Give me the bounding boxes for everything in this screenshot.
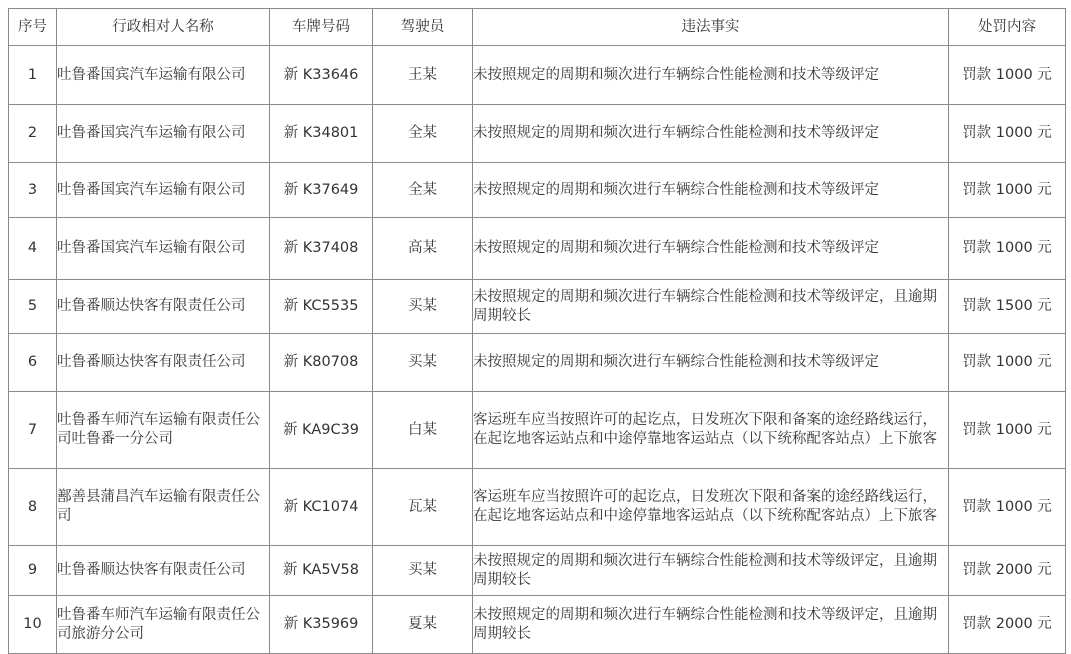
cell-violation: 未按照规定的周期和频次进行车辆综合性能检测和技术等级评定，且逾期周期较长 [473,546,949,596]
table-header [9,9,1066,46]
cell-company: 吐鲁番车师汽车运输有限责任公司吐鲁番一分公司 [57,392,270,469]
cell-no: 9 [9,546,57,596]
cell-company: 吐鲁番国宾汽车运输有限公司 [57,105,270,163]
cell-company: 吐鲁番顺达快客有限责任公司 [57,280,270,334]
table-row [9,46,1066,105]
cell-penalty: 罚款 1000 元 [949,163,1066,218]
cell-penalty: 罚款 1000 元 [949,46,1066,105]
cell-no: 10 [9,596,57,654]
cell-violation: 未按照规定的周期和频次进行车辆综合性能检测和技术等级评定 [473,218,949,280]
cell-driver: 买某 [373,546,473,596]
table-body [9,46,1066,654]
cell-violation: 客运班车应当按照许可的起讫点，日发班次下限和备案的途经路线运行，在起讫地客运站点和中途停靠地客运站点（以下统称配客站点）上下旅客 [473,392,949,469]
cell-no: 4 [9,218,57,280]
cell-penalty: 罚款 1000 元 [949,105,1066,163]
cell-plate: 新 K33646 [270,46,373,105]
cell-no: 6 [9,334,57,392]
cell-violation: 未按照规定的周期和频次进行车辆综合性能检测和技术等级评定，且逾期周期较长 [473,280,949,334]
cell-no: 3 [9,163,57,218]
header-violation: 违法事实 [473,9,949,46]
table-row [9,218,1066,280]
cell-no: 1 [9,46,57,105]
cell-company: 吐鲁番顺达快客有限责任公司 [57,546,270,596]
table-row [9,469,1066,546]
header-row [9,9,1066,46]
cell-no: 2 [9,105,57,163]
cell-driver: 夏某 [373,596,473,654]
cell-driver: 全某 [373,163,473,218]
table-row [9,105,1066,163]
penalty-table [8,8,1066,654]
cell-driver: 全某 [373,105,473,163]
header-driver: 驾驶员 [373,9,473,46]
table-row [9,163,1066,218]
cell-company: 吐鲁番国宾汽车运输有限公司 [57,218,270,280]
cell-driver: 买某 [373,280,473,334]
header-penalty: 处罚内容 [949,9,1066,46]
cell-no: 7 [9,392,57,469]
cell-penalty: 罚款 1500 元 [949,280,1066,334]
table-row [9,546,1066,596]
cell-plate: 新 KA5V58 [270,546,373,596]
cell-plate: 新 K80708 [270,334,373,392]
cell-penalty: 罚款 1000 元 [949,392,1066,469]
cell-violation: 未按照规定的周期和频次进行车辆综合性能检测和技术等级评定 [473,163,949,218]
table-row [9,280,1066,334]
cell-plate: 新 KC5535 [270,280,373,334]
cell-no: 5 [9,280,57,334]
cell-plate: 新 K34801 [270,105,373,163]
cell-driver: 王某 [373,46,473,105]
cell-driver: 白某 [373,392,473,469]
table-row [9,392,1066,469]
cell-violation: 未按照规定的周期和频次进行车辆综合性能检测和技术等级评定，且逾期周期较长 [473,596,949,654]
cell-violation: 未按照规定的周期和频次进行车辆综合性能检测和技术等级评定 [473,46,949,105]
cell-plate: 新 KC1074 [270,469,373,546]
cell-plate: 新 K37408 [270,218,373,280]
cell-company: 吐鲁番国宾汽车运输有限公司 [57,46,270,105]
cell-driver: 买某 [373,334,473,392]
cell-violation: 未按照规定的周期和频次进行车辆综合性能检测和技术等级评定 [473,334,949,392]
cell-company: 鄯善县蒲昌汽车运输有限责任公司 [57,469,270,546]
cell-penalty: 罚款 2000 元 [949,596,1066,654]
cell-violation: 未按照规定的周期和频次进行车辆综合性能检测和技术等级评定 [473,105,949,163]
cell-company: 吐鲁番国宾汽车运输有限公司 [57,163,270,218]
header-company: 行政相对人名称 [57,9,270,46]
cell-no: 8 [9,469,57,546]
cell-driver: 瓦某 [373,469,473,546]
table-row [9,334,1066,392]
cell-penalty: 罚款 2000 元 [949,546,1066,596]
cell-penalty: 罚款 1000 元 [949,334,1066,392]
cell-company: 吐鲁番顺达快客有限责任公司 [57,334,270,392]
cell-plate: 新 KA9C39 [270,392,373,469]
cell-driver: 高某 [373,218,473,280]
table-row [9,596,1066,654]
cell-penalty: 罚款 1000 元 [949,218,1066,280]
cell-plate: 新 K37649 [270,163,373,218]
header-plate: 车牌号码 [270,9,373,46]
cell-violation: 客运班车应当按照许可的起讫点，日发班次下限和备案的途经路线运行，在起讫地客运站点和中途停靠地客运站点（以下统称配客站点）上下旅客 [473,469,949,546]
cell-penalty: 罚款 1000 元 [949,469,1066,546]
cell-plate: 新 K35969 [270,596,373,654]
header-no: 序号 [9,9,57,46]
cell-company: 吐鲁番车师汽车运输有限责任公司旅游分公司 [57,596,270,654]
